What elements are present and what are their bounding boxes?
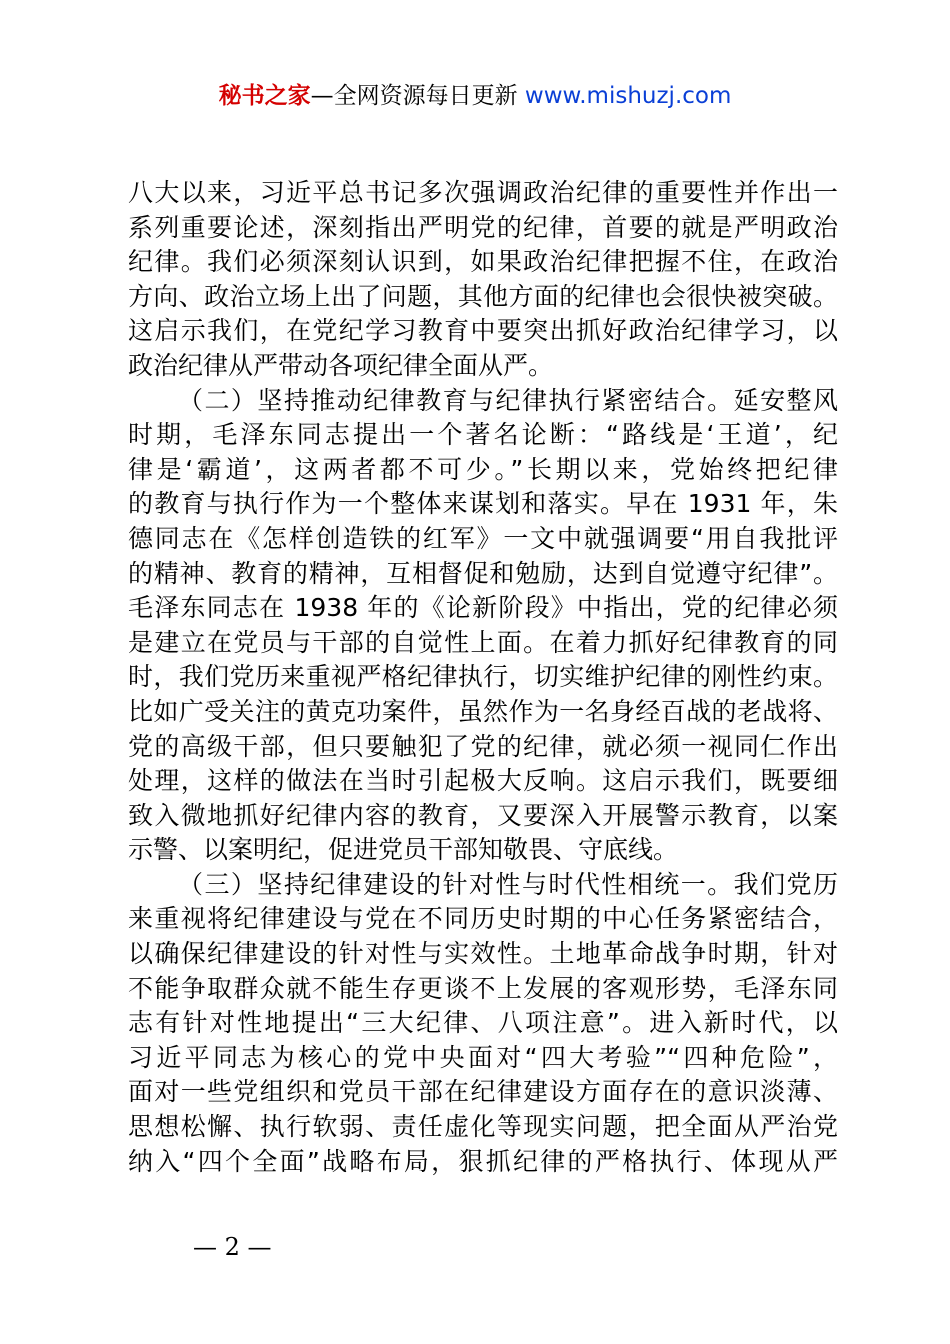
- body-line: 以确保纪律建设的针对性与实效性。土地革命战争时期，针对: [128, 939, 838, 969]
- body-line: 时期，毛泽东同志提出一个著名论断：“路线是‘王道’，纪: [128, 420, 838, 450]
- body-line: 这启示我们，在党纪学习教育中要突出抓好政治纪律学习，以: [128, 316, 838, 346]
- body-line: 时，我们党历来重视严格纪律执行，切实维护纪律的刚性约束。: [128, 662, 838, 692]
- document-body: [128, 176, 838, 1179]
- body-line: 毛泽东同志在 1938 年的《论新阶段》中指出，党的纪律必须: [128, 593, 838, 623]
- body-line: 面对一些党组织和党员干部在纪律建设方面存在的意识淡薄、: [128, 1077, 838, 1107]
- body-line: （二）坚持推动纪律教育与纪律执行紧密结合。延安整风: [178, 385, 838, 415]
- header-brand: 秘书之家: [218, 83, 311, 109]
- body-line: 比如广受关注的黄克功案件，虽然作为一名身经百战的老战将、: [128, 696, 838, 726]
- page-number: — 2 —: [193, 1233, 272, 1261]
- body-line: 德同志在《怎样创造铁的红军》一文中就强调要“用自我批评: [128, 523, 838, 553]
- body-line: 律是‘霸道’，这两者都不可少。”长期以来，党始终把纪律: [128, 454, 838, 484]
- body-line: 的教育与执行作为一个整体来谋划和落实。早在 1931 年，朱: [128, 489, 838, 519]
- body-line: 八大以来，习近平总书记多次强调政治纪律的重要性并作出一: [128, 178, 838, 207]
- page-header: [0, 81, 950, 111]
- body-line: 方向、政治立场上出了问题，其他方面的纪律也会很快被突破。: [128, 281, 838, 311]
- body-line: 习近平同志为核心的党中央面对“四大考验”“四种危险”，: [128, 1042, 838, 1072]
- body-line: （三）坚持纪律建设的针对性与时代性相统一。我们党历: [178, 869, 838, 899]
- header-url[interactable]: www.mishuzj.com: [524, 83, 732, 109]
- body-line: 思想松懈、执行软弱、责任虚化等现实问题，把全面从严治党: [128, 1112, 838, 1142]
- body-line: 党的高级干部，但只要触犯了党的纪律，就必须一视同仁作出: [128, 731, 838, 761]
- body-line: 示警、以案明纪，促进党员干部知敬畏、守底线。: [128, 835, 679, 865]
- body-line: 是建立在党员与干部的自觉性上面。在着力抓好纪律教育的同: [128, 627, 838, 657]
- body-line: 不能争取群众就不能生存更谈不上发展的客观形势，毛泽东同: [128, 973, 838, 1003]
- body-line: 纳入“四个全面”战略布局，狠抓纪律的严格执行、体现从严: [128, 1146, 838, 1176]
- body-line: 政治纪律从严带动各项纪律全面从严。: [128, 350, 554, 380]
- body-line: 处理，这样的做法在当时引起极大反响。这启示我们，既要细: [128, 766, 838, 796]
- body-line: 致入微地抓好纪律内容的教育，又要深入开展警示教育，以案: [128, 800, 838, 830]
- header-separator: —: [310, 83, 334, 109]
- body-line: 的精神、教育的精神，互相督促和勉励，达到自觉遵守纪律”。: [128, 558, 838, 588]
- header-tagline: 全网资源每日更新: [333, 83, 518, 109]
- body-line: 志有针对性地提出“三大纪律、八项注意”。进入新时代，以: [128, 1008, 838, 1038]
- body-line: 系列重要论述，深刻指出严明党的纪律，首要的就是严明政治: [128, 212, 838, 242]
- body-line: 纪律。我们必须深刻认识到，如果政治纪律把握不住，在政治: [128, 247, 838, 277]
- body-line: 来重视将纪律建设与党在不同历史时期的中心任务紧密结合，: [128, 904, 838, 934]
